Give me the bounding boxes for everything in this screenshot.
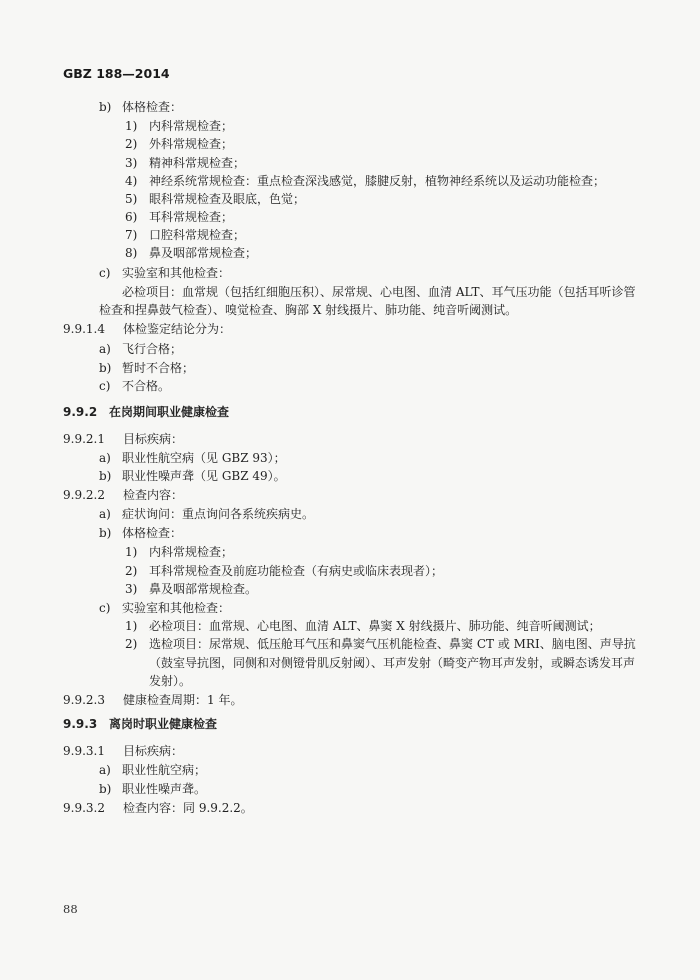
item-text: 耳科常规检查及前庭功能检查（有病史或临床表现者）； — [149, 564, 444, 578]
item-text: 暂时不合格； — [122, 361, 195, 375]
item-label: a) — [99, 342, 111, 356]
item-label: b) — [99, 469, 112, 483]
clause-text: 体检鉴定结论分为： — [123, 322, 232, 336]
clause-number: 9.9.2.1 — [63, 432, 105, 446]
item-label: 3) — [125, 156, 138, 170]
item-label: b) — [99, 526, 112, 540]
item-text: 职业性航空病； — [122, 763, 207, 777]
item-text: 口腔科常规检查； — [149, 228, 246, 242]
item-text: 精神科常规检查； — [149, 156, 246, 170]
item-label: c) — [99, 379, 111, 393]
section-number: 9.9.2 — [63, 405, 98, 419]
item-label: c) — [99, 266, 111, 280]
item-text: 耳科常规检查； — [149, 210, 234, 224]
item-text: 发射）。 — [149, 674, 192, 688]
clause-text: 检查内容： — [123, 488, 184, 502]
item-label: a) — [99, 451, 111, 465]
item-text: 鼻及咽部常规检查。 — [149, 582, 258, 596]
item-text: 职业性噪声聋。 — [122, 782, 207, 796]
item-label: b) — [99, 361, 112, 375]
item-text: 职业性噪声聋（见 GBZ 49）。 — [122, 469, 286, 483]
item-label: 6) — [125, 210, 138, 224]
item-text: 眼科常规检查及眼底，色觉； — [149, 192, 306, 206]
item-label: 1) — [125, 119, 138, 133]
item-label: 4) — [125, 174, 138, 188]
clause-number: 9.9.3.2 — [63, 801, 105, 815]
clause-number: 9.9.2.3 — [63, 693, 105, 707]
item-label: 7) — [125, 228, 138, 242]
item-label: 2) — [125, 564, 138, 578]
section-title: 在岗期间职业健康检查 — [109, 405, 230, 419]
section-title: 离岗时职业健康检查 — [109, 717, 218, 731]
item-text: 外科常规检查； — [149, 137, 234, 151]
item-label: 2) — [125, 637, 138, 651]
item-text: 不合格。 — [122, 379, 171, 393]
item-label: a) — [99, 507, 111, 521]
item-label: 1) — [125, 545, 138, 559]
clause-number: 9.9.2.2 — [63, 488, 105, 502]
clause-text: 目标疾病： — [123, 744, 184, 758]
document-header: GBZ 188—2014 — [63, 66, 170, 81]
item-text: 实验室和其他检查： — [122, 601, 231, 615]
item-text: 鼻及咽部常规检查； — [149, 246, 258, 260]
item-text: 检查和捏鼻鼓气检查）、嗅觉检查、胸部 X 射线摄片、肺功能、纯音听阈测试。 — [99, 303, 518, 317]
item-label: b) — [99, 100, 112, 114]
item-text: 必检项目：血常规、心电图、血清 ALT、鼻窦 X 射线摄片、肺功能、纯音听阈测试； — [149, 619, 601, 633]
item-text: 体格检查： — [122, 526, 183, 540]
item-label: 8) — [125, 246, 138, 260]
clause-number: 9.9.3.1 — [63, 744, 105, 758]
item-label: 5) — [125, 192, 138, 206]
item-text: 内科常规检查； — [149, 119, 234, 133]
item-label: 1) — [125, 619, 138, 633]
item-label: 3) — [125, 582, 138, 596]
item-label: a) — [99, 763, 111, 777]
item-text: （鼓室导抗图，同侧和对侧镫骨肌反射阈）、耳声发射（畸变产物耳声发射，或瞬态诱发耳声 — [149, 656, 636, 670]
item-label: 2) — [125, 137, 138, 151]
page-number: 88 — [63, 902, 78, 916]
item-text: 症状询问：重点询问各系统疾病史。 — [122, 507, 315, 521]
section-number: 9.9.3 — [63, 717, 98, 731]
item-text: 体格检查： — [122, 100, 183, 114]
clause-number: 9.9.1.4 — [63, 322, 105, 336]
item-text: 职业性航空病（见 GBZ 93）； — [122, 451, 286, 465]
clause-text: 健康检查周期：1 年。 — [123, 693, 243, 707]
item-text: 实验室和其他检查： — [122, 266, 231, 280]
item-text: 必检项目：血常规（包括红细胞压积）、尿常规、心电图、血清 ALT、耳气压功能（包括耳听诊管 — [122, 285, 636, 299]
item-text: 选检项目：尿常规、低压舱耳气压和鼻窦气压机能检查、鼻窦 CT 或 MRI、脑电图、声导抗 — [149, 637, 636, 651]
clause-text: 检查内容：同 9.9.2.2。 — [123, 801, 253, 815]
item-label: b) — [99, 782, 112, 796]
item-text: 内科常规检查； — [149, 545, 234, 559]
clause-text: 目标疾病： — [123, 432, 184, 446]
item-text: 神经系统常规检查：重点检查深浅感觉，膝腱反射，植物神经系统以及运动功能检查； — [149, 174, 606, 188]
item-text: 飞行合格； — [122, 342, 183, 356]
item-label: c) — [99, 601, 111, 615]
